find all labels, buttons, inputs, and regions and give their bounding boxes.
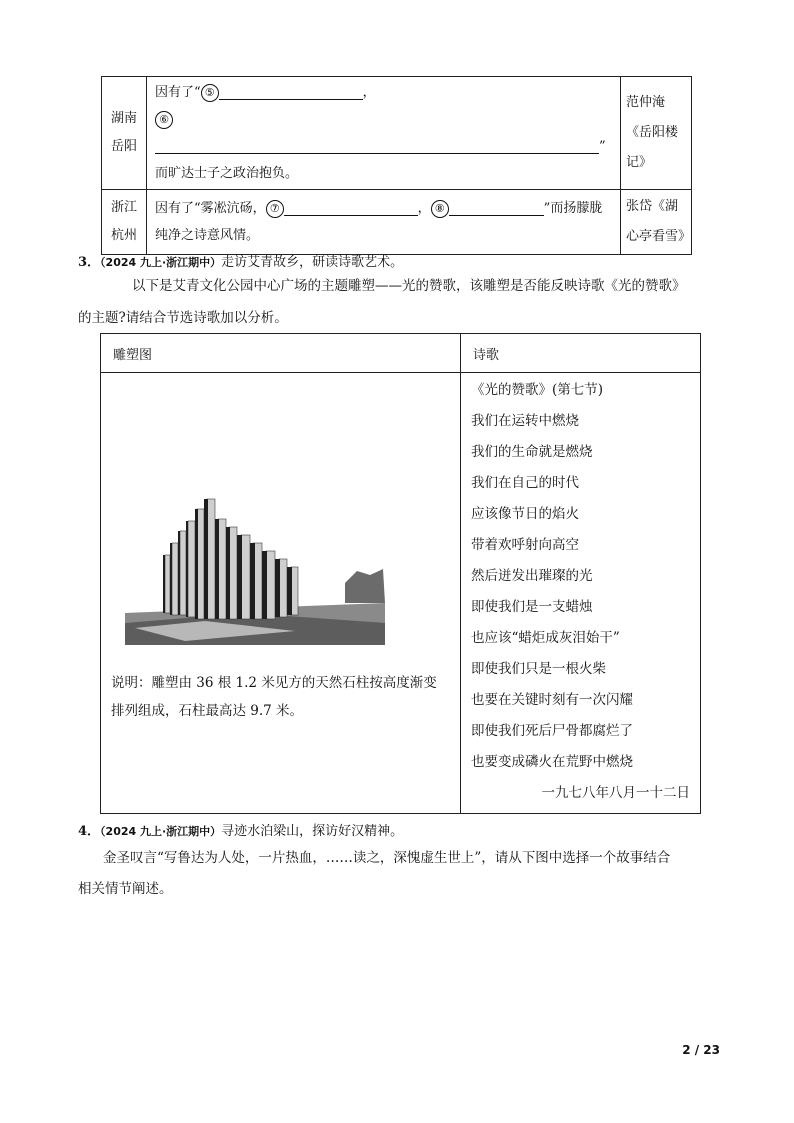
caption-line: 说明：雕塑由 36 根 1.2 米见方的天然石柱按高度渐变 bbox=[111, 675, 437, 691]
question-title: 寻迹水泊梁山，探访好汉精神。 bbox=[221, 824, 404, 839]
question-number: 3． bbox=[78, 255, 101, 270]
table-row bbox=[102, 77, 692, 190]
poem-body bbox=[471, 406, 690, 778]
place-line: 杭州 bbox=[110, 228, 137, 243]
text: 纯净之诗意风情。 bbox=[155, 228, 260, 243]
poem-line: 应该像节日的焰火 bbox=[471, 506, 579, 522]
table-row bbox=[102, 190, 692, 255]
table-header-row bbox=[101, 334, 701, 373]
poem-line: 我们的生命就是燃烧 bbox=[471, 444, 593, 460]
header-poem: 诗歌 bbox=[461, 334, 701, 373]
table-row bbox=[101, 373, 701, 814]
place-line: 湖南 bbox=[110, 111, 137, 126]
question-4-heading bbox=[78, 820, 403, 839]
text: ”而扬朦胧 bbox=[543, 201, 603, 216]
sculpture-caption bbox=[111, 669, 437, 725]
text: 因有了“雾凇沆砀， bbox=[155, 201, 266, 216]
poem-line: 也要变成磷火在荒野中燃烧 bbox=[471, 754, 633, 770]
text: ” bbox=[599, 139, 606, 154]
sculpture-poem-table bbox=[100, 333, 701, 814]
poem-line: 也要在关键时刻有一次闪耀 bbox=[471, 692, 633, 708]
blank-number: ⑧ bbox=[431, 200, 449, 218]
poem-title: 《光的赞歌》(第七节) bbox=[471, 382, 604, 398]
poem-line: 我们在自己的时代 bbox=[471, 475, 579, 491]
answer-blank[interactable] bbox=[449, 201, 544, 216]
blank-number: ⑥ bbox=[155, 111, 173, 129]
text: ， bbox=[417, 201, 431, 216]
question-tag: （2024 九上·浙江期中） bbox=[100, 825, 222, 838]
fill-in-cell bbox=[147, 190, 621, 255]
answer-blank[interactable] bbox=[219, 85, 363, 100]
poem-line: 然后迸发出璀璨的光 bbox=[471, 568, 593, 584]
header-sculpture: 雕塑图 bbox=[101, 334, 461, 373]
question-3-body: 以下是艾青文化公园中心广场的主题雕塑——光的赞歌，该雕塑是否能反映诗歌《光的赞歌》 bbox=[132, 278, 686, 294]
poem-line: 也应该“蜡炬成灰泪始干” bbox=[471, 630, 620, 646]
place-cell bbox=[102, 77, 147, 190]
question-4-body: 相关情节阐述。 bbox=[78, 881, 173, 897]
source-cell: 范仲淹《岳阳楼记》 bbox=[621, 77, 692, 190]
poem-line: 我们在运转中燃烧 bbox=[471, 413, 579, 429]
poem-line: 即使我们只是一根火柴 bbox=[471, 661, 606, 677]
poetry-blank-table bbox=[101, 76, 692, 255]
caption-line: 排列组成，石柱最高达 9.7 米。 bbox=[111, 703, 304, 719]
answer-blank[interactable] bbox=[284, 201, 418, 216]
place-cell bbox=[102, 190, 147, 255]
place-line: 浙江 bbox=[110, 200, 137, 215]
place-line: 岳阳 bbox=[110, 139, 137, 154]
answer-blank[interactable] bbox=[155, 139, 599, 154]
question-4-body: 金圣叹言“写鲁达为人处，一片热血，……读之，深愧虚生世上”，请从下图中选择一个故事结合 bbox=[103, 850, 671, 866]
sculpture-cell bbox=[101, 373, 461, 814]
question-title: 走访艾青故乡，研读诗歌艺术。 bbox=[221, 255, 404, 270]
poem-line: 即使我们是一支蜡烛 bbox=[471, 599, 593, 615]
poem-cell bbox=[461, 373, 701, 814]
text: 因有了“ bbox=[155, 85, 201, 100]
poem-line: 即使我们死后尸骨都腐烂了 bbox=[471, 723, 633, 739]
source-cell: 张岱《湖心亭看雪》 bbox=[621, 190, 692, 255]
text: ， bbox=[362, 85, 376, 100]
poem-line: 带着欢呼射向高空 bbox=[471, 537, 579, 553]
poem-date: 一九七八年八月一十二日 bbox=[541, 785, 690, 801]
fill-in-cell bbox=[147, 77, 621, 190]
question-number: 4． bbox=[78, 824, 101, 839]
page-number: 2 / 23 bbox=[682, 1043, 720, 1057]
question-3-body: 的主题?请结合节选诗歌加以分析。 bbox=[78, 310, 288, 326]
question-3-heading bbox=[78, 251, 403, 270]
question-tag: （2024 九上·浙江期中） bbox=[100, 256, 222, 269]
blank-number: ⑦ bbox=[266, 200, 284, 218]
text: 而旷达士子之政治抱负。 bbox=[155, 166, 299, 181]
sculpture-photo bbox=[125, 463, 385, 645]
blank-number: ⑤ bbox=[201, 84, 219, 102]
